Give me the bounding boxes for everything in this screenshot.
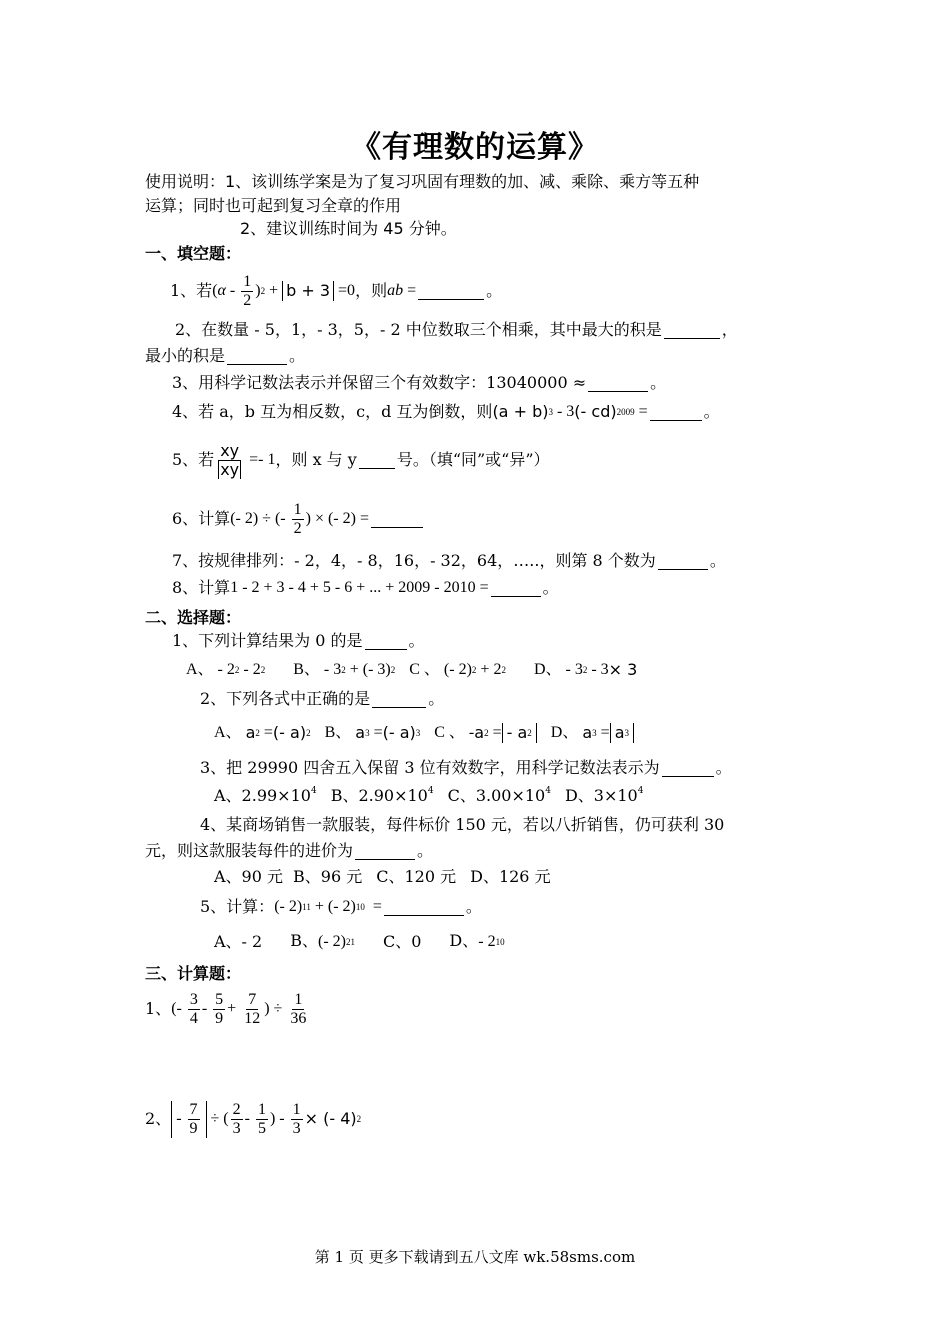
- fill-q7-text: 7、按规律排列：- 2，4，- 8，16，- 32，64，…..，则第 8 个数为: [172, 551, 656, 570]
- choice-question-2: [200, 689, 444, 709]
- choice-q2-answer-blank[interactable]: [372, 691, 426, 708]
- fill-q5-expression: $\frac{xy}{xy}$ =- 1: [220, 440, 276, 479]
- fill-q3-text: 3、用科学记数法表示并保留三个有效数字：13040000 ≈: [172, 373, 587, 392]
- fill-q5-mid: ，则 x 与 y: [275, 450, 357, 469]
- fill-question-2: [175, 320, 738, 340]
- section-fill-in: 一、填空题：: [145, 244, 242, 263]
- choice-q3-option-d[interactable]: D、$3\times 10^4$: [564, 786, 644, 805]
- choice-q5-option-d[interactable]: D、- 2 10: [449, 931, 505, 950]
- fill-q4-expression: (a + b) 3 - 3 (- cd) 2009 =: [492, 402, 648, 421]
- choice-q1-text: 1、下列计算结果为 0 的是: [172, 631, 363, 650]
- fill-question-1: 1、若 ( α - $\frac{1}{2}$ ) 2 + b + 3 =0 ，则 ab = 。: [170, 272, 503, 309]
- choice-q5-option-a[interactable]: A、- 2: [214, 931, 263, 951]
- fill-question-8: [172, 578, 559, 598]
- fill-question-5: [172, 437, 550, 483]
- fill-question-2-line2: [145, 346, 305, 366]
- choice-question-4: 4、某商场销售一款服装，每件标价 150 元，若以八折销售，仍可获利 30: [200, 815, 725, 834]
- choice-q5-prefix: 5、计算：: [200, 897, 275, 916]
- fill-q5-answer-blank[interactable]: [359, 452, 395, 469]
- choice-q2-option-a[interactable]: A、 a 2 = (- a) 2: [214, 723, 311, 742]
- calc-q1-expression: (- $\frac{3}{4}$ - $\frac{5}{9}$ + $\frac{7}{12}$ ) ÷ $\frac{1}{36}$: [171, 990, 307, 1027]
- choice-q2-option-c[interactable]: C 、 - a 2 = - a 2: [434, 723, 537, 743]
- choice-q4-option-d[interactable]: D、126 元: [470, 867, 551, 886]
- choice-q5-option-c[interactable]: C、0: [382, 931, 422, 951]
- page-title: 《有理数的运算》: [351, 130, 599, 165]
- section-choice: 二、选择题：: [145, 608, 242, 627]
- fill-q1-suffix: 。: [486, 281, 503, 300]
- fill-q6-answer-blank[interactable]: [371, 511, 423, 528]
- fill-q5-end: 号。（填“同”或“异”）: [396, 450, 550, 469]
- fill-q8-expression: 1 - 2 + 3 - 4 + 5 - 6 + ... + 2009 - 2010 =: [230, 579, 489, 596]
- choice-q4-option-b[interactable]: B、96 元: [293, 867, 363, 886]
- choice-q2-options: [214, 720, 634, 746]
- fill-q8-prefix: 8、计算: [172, 578, 231, 597]
- fill-q1-expression: ( α - $\frac{1}{2}$ ) 2 + b + 3 =0: [212, 272, 356, 309]
- fill-q6-prefix: 6、计算: [172, 509, 231, 528]
- fill-q8-answer-blank[interactable]: [491, 580, 541, 597]
- calc-q2-expression: - $\frac{7}{9}$ ÷ ( $\frac{2}{3}$ - $\frac{1}{5}$ ) - $\frac{1}{3}$ × (- 4) 2: [171, 1101, 361, 1138]
- fill-q2-line1: 2、在数量 - 5，1，- 3，5，- 2 中位数取三个相乘，其中最大的积是: [175, 320, 662, 339]
- fill-q2-line2-end: 。: [289, 346, 306, 365]
- fill-question-4: [172, 402, 720, 422]
- choice-q5-option-b[interactable]: B、(- 2) 21: [290, 931, 355, 950]
- choice-question-3: [200, 758, 732, 778]
- choice-q3-end: 。: [715, 758, 732, 777]
- choice-q1-option-c[interactable]: C 、 (- 2) 2 + 2 2: [409, 661, 506, 678]
- choice-q5-answer-blank[interactable]: [384, 899, 464, 916]
- choice-q5-end: 。: [465, 897, 482, 916]
- fill-question-6: [172, 496, 425, 542]
- choice-q4-options: [214, 867, 551, 887]
- fill-q2-line1-end: ，: [721, 320, 738, 339]
- fill-q3-end: 。: [650, 373, 667, 392]
- section-calculation: 三、计算题：: [145, 964, 242, 983]
- fill-q1-ab: ab: [387, 282, 404, 299]
- calc-q1-label: 1、: [145, 999, 172, 1018]
- fill-q2-max-blank[interactable]: [664, 322, 720, 339]
- calc-question-2: [145, 1096, 361, 1142]
- fill-q5-prefix: 5、若: [172, 450, 215, 469]
- choice-question-4-line2: [145, 841, 433, 861]
- fill-q2-line2: 最小的积是: [145, 346, 226, 365]
- fill-q7-answer-blank[interactable]: [658, 553, 708, 570]
- fill-q4-answer-blank[interactable]: [650, 404, 702, 421]
- intro-line-3: 2、建议训练时间为 45 分钟。: [240, 219, 457, 238]
- choice-q1-option-a[interactable]: A、 - 2 2 - 2 2: [186, 661, 266, 678]
- choice-q1-end: 。: [408, 631, 425, 650]
- choice-q2-option-d[interactable]: D、 a 3 = a 3: [551, 723, 634, 743]
- choice-q1-answer-blank[interactable]: [365, 633, 407, 650]
- choice-q5-expression: (- 2) 11 + (- 2) 10 =: [274, 898, 382, 915]
- fill-q1-prefix: 1、若: [170, 281, 213, 300]
- fill-q6-expression: (- 2) ÷ (- $\frac{1}{2}$ ) × (- 2) =: [230, 500, 369, 537]
- choice-q3-text: 3、把 29990 四舍五入保留 3 位有效数字，用科学记数法表示为: [200, 758, 660, 777]
- fill-q2-min-blank[interactable]: [227, 348, 287, 365]
- fill-question-3: [172, 373, 666, 393]
- choice-question-1: [172, 631, 425, 651]
- fill-q7-end: 。: [709, 551, 726, 570]
- choice-q3-option-a[interactable]: A、$2.99\times 10^4$: [214, 786, 317, 805]
- choice-q4-end: 。: [417, 841, 434, 860]
- choice-q1-options: [186, 660, 637, 680]
- choice-q4-option-c[interactable]: C、120 元: [376, 867, 457, 886]
- fill-q3-answer-blank[interactable]: [588, 375, 648, 392]
- choice-q4-answer-blank[interactable]: [355, 843, 415, 860]
- choice-q2-option-b[interactable]: B、 a 3 = (- a) 3: [324, 723, 421, 742]
- fill-q8-end: 。: [542, 578, 559, 597]
- choice-q4-option-a[interactable]: A、90 元: [214, 867, 284, 886]
- fill-q1-mid: ，则: [355, 281, 388, 300]
- choice-q3-answer-blank[interactable]: [662, 760, 714, 777]
- choice-q3-options: [214, 786, 643, 806]
- calc-q2-label: 2、: [145, 1109, 172, 1128]
- fill-q4-prefix: 4、若 a，b 互为相反数，c，d 互为倒数，则: [172, 402, 493, 421]
- choice-q2-text: 2、下列各式中正确的是: [200, 689, 371, 708]
- choice-q3-option-b[interactable]: B、$2.90\times 10^4$: [330, 786, 434, 805]
- choice-question-5: [200, 897, 482, 917]
- choice-q1-option-b[interactable]: B、 - 3 2 + (- 3) 2: [293, 661, 396, 678]
- intro-line-1: 使用说明：1、该训练学案是为了复习巩固有理数的加、减、乘除、乘方等五种: [145, 172, 700, 191]
- fill-q4-end: 。: [703, 402, 720, 421]
- intro-line-2: 运算；同时也可起到复习全章的作用: [145, 196, 402, 215]
- fill-question-7: [172, 551, 726, 571]
- choice-q4-line2: 元，则这款服装每件的进价为: [145, 841, 354, 860]
- fill-q1-answer-blank[interactable]: [418, 283, 484, 300]
- choice-q2-end: 。: [428, 689, 445, 708]
- page-footer: 第 1 页 更多下载请到五八文库 wk.58sms.com: [314, 1248, 636, 1266]
- choice-q3-option-c[interactable]: C、$3.00\times 10^4$: [447, 786, 551, 805]
- calc-question-1: [145, 986, 310, 1032]
- choice-q1-option-d[interactable]: D、 - 3 2 - 3 × 3: [533, 660, 638, 679]
- choice-q5-options: [214, 931, 505, 952]
